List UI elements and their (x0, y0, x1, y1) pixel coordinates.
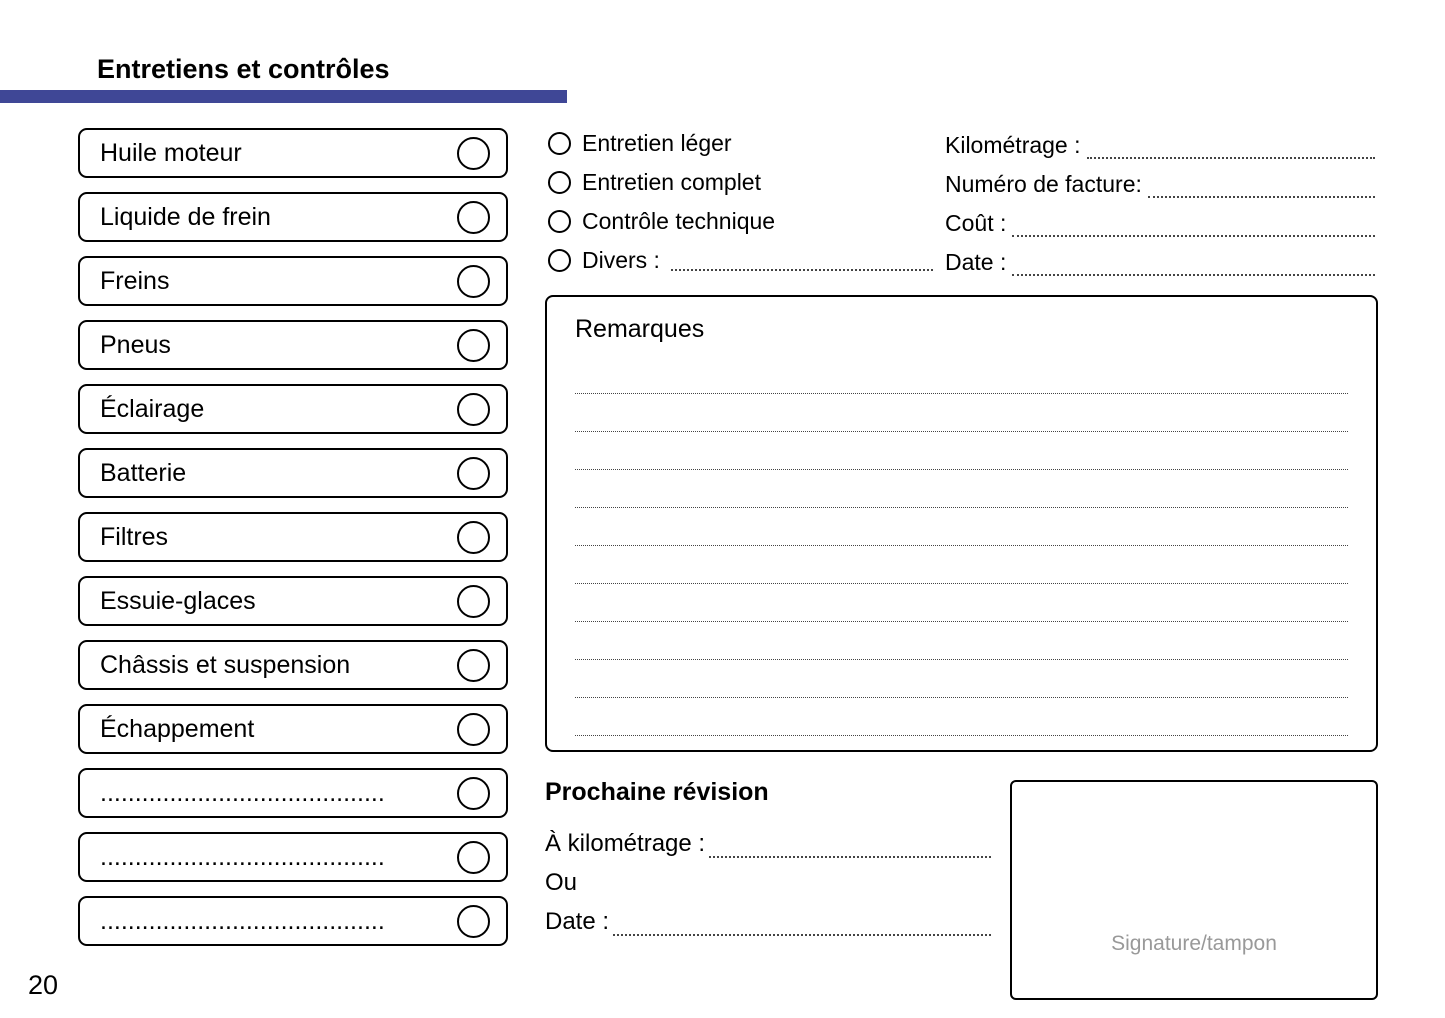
checkbox-circle[interactable] (457, 265, 490, 298)
checkbox-circle[interactable] (457, 585, 490, 618)
field-label: Numéro de facture: (945, 171, 1142, 197)
page-title: Entretiens et contrôles (97, 54, 390, 84)
checklist-label: Liquide de frein (100, 202, 271, 231)
radio-row-entretien-leger (548, 124, 933, 163)
radio-circle[interactable] (548, 249, 571, 272)
remarks-line[interactable] (575, 470, 1348, 508)
date-fill-in-line[interactable] (1012, 252, 1375, 276)
remarks-line[interactable] (575, 698, 1348, 736)
field-numero-facture (945, 163, 1375, 202)
checklist-row-liquide-de-frein (78, 192, 508, 242)
checklist-row-pneus (78, 320, 508, 370)
checklist-row-filtres (78, 512, 508, 562)
checklist-label: Filtres (100, 522, 169, 551)
radio-row-divers (548, 241, 933, 280)
field-label: À kilométrage : (545, 830, 706, 857)
radio-label: Entretien léger (582, 130, 732, 156)
next-revision-km-row (545, 823, 991, 862)
checkbox-circle[interactable] (457, 329, 490, 362)
checklist-row-huile-moteur (78, 128, 508, 178)
remarks-line[interactable] (575, 432, 1348, 470)
radio-circle[interactable] (548, 210, 571, 233)
checkbox-circle[interactable] (457, 841, 490, 874)
checklist-label: Huile moteur (100, 138, 242, 167)
checklist-row-freins (78, 256, 508, 306)
page-number: 20 (28, 970, 59, 1000)
title-accent-bar (0, 90, 567, 103)
service-info-fields (945, 124, 1375, 280)
service-type-options (548, 124, 933, 280)
facture-fill-in-line[interactable] (1148, 174, 1375, 198)
field-label: Ou (545, 869, 578, 896)
next-revision-date-row (545, 901, 991, 940)
checklist-label: Freins (100, 266, 170, 295)
radio-label: Entretien complet (582, 169, 761, 195)
checkbox-circle[interactable] (457, 201, 490, 234)
checkbox-circle[interactable] (457, 649, 490, 682)
remarks-line[interactable] (575, 394, 1348, 432)
next-km-fill-in-line[interactable] (709, 834, 991, 858)
remarks-box (545, 295, 1378, 752)
kilometrage-fill-in-line[interactable] (1087, 135, 1375, 159)
checklist-row-chassis-et-suspension (78, 640, 508, 690)
checklist-label: Échappement (100, 714, 255, 743)
checklist-blank-field[interactable]: ......................................... (100, 906, 385, 935)
remarks-line[interactable] (575, 546, 1348, 584)
radio-label: Divers : (582, 247, 660, 273)
checklist-label: Pneus (100, 330, 171, 359)
field-label: Date : (945, 249, 1007, 275)
checklist-row-eclairage (78, 384, 508, 434)
checkbox-circle[interactable] (457, 713, 490, 746)
field-cout (945, 202, 1375, 241)
remarks-line[interactable] (575, 584, 1348, 622)
cout-fill-in-line[interactable] (1012, 213, 1375, 237)
field-label: Date : (545, 908, 610, 935)
field-label: Coût : (945, 210, 1007, 236)
field-kilometrage (945, 124, 1375, 163)
checkbox-circle[interactable] (457, 393, 490, 426)
checklist-label: Éclairage (100, 394, 205, 423)
radio-circle[interactable] (548, 132, 571, 155)
checkbox-circle[interactable] (457, 777, 490, 810)
radio-row-controle-technique (548, 202, 933, 241)
checklist-blank-field[interactable]: ......................................... (100, 842, 385, 871)
checklist-row-essuie-glaces (78, 576, 508, 626)
next-date-fill-in-line[interactable] (613, 912, 991, 936)
field-date (945, 241, 1375, 280)
checklist-row-blank-2 (78, 832, 508, 882)
signature-area[interactable] (1010, 780, 1378, 1000)
checkbox-circle[interactable] (457, 905, 490, 938)
radio-circle[interactable] (548, 171, 571, 194)
next-revision-or-row (545, 862, 991, 901)
remarks-line[interactable] (575, 660, 1348, 698)
maintenance-checklist (78, 128, 508, 960)
checkbox-circle[interactable] (457, 137, 490, 170)
remarks-title: Remarques (575, 315, 705, 343)
divers-fill-in-line[interactable] (671, 247, 933, 271)
checklist-label: Essuie-glaces (100, 586, 256, 615)
signature-placeholder: Signature/tampon (1111, 932, 1277, 955)
checklist-label: Batterie (100, 458, 187, 487)
radio-row-entretien-complet (548, 163, 933, 202)
checklist-label: Châssis et suspension (100, 650, 351, 679)
remarks-line[interactable] (575, 356, 1348, 394)
remarks-line[interactable] (575, 622, 1348, 660)
next-revision-section (545, 778, 991, 940)
checklist-row-blank-3 (78, 896, 508, 946)
next-revision-title: Prochaine révision (545, 778, 769, 806)
checkbox-circle[interactable] (457, 457, 490, 490)
checkbox-circle[interactable] (457, 521, 490, 554)
field-label: Kilométrage : (945, 132, 1081, 158)
remarks-line[interactable] (575, 508, 1348, 546)
checklist-row-blank-1 (78, 768, 508, 818)
radio-label: Contrôle technique (582, 208, 776, 234)
checklist-row-batterie (78, 448, 508, 498)
checklist-row-echappement (78, 704, 508, 754)
checklist-blank-field[interactable]: ......................................... (100, 778, 385, 807)
